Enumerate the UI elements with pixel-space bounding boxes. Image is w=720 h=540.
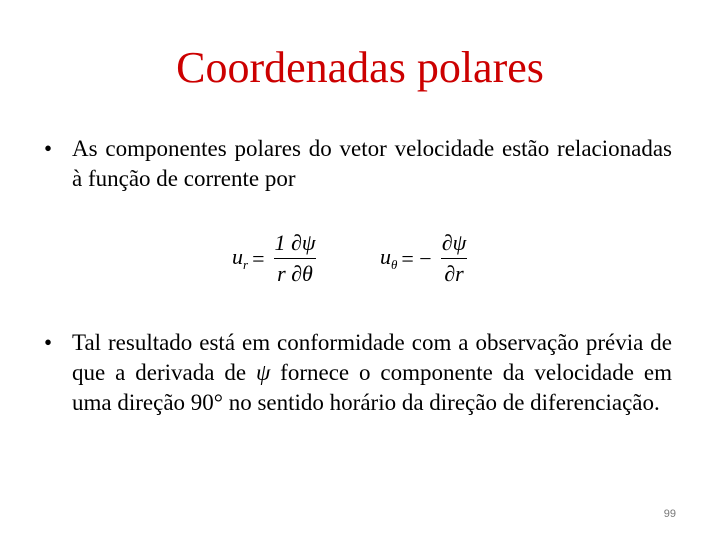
bullet-text: As componentes polares do vetor velocidade estão relacionadas à função de corrente por bbox=[72, 136, 672, 191]
equation-u-r bbox=[232, 230, 322, 287]
bullet-text bbox=[72, 328, 672, 418]
bullet-dot: • bbox=[44, 330, 53, 355]
eq-lhs-subscript: r bbox=[243, 257, 249, 272]
eq-fraction bbox=[271, 230, 318, 287]
eq-denominator: ∂r bbox=[441, 258, 466, 287]
psi-symbol: ψ bbox=[255, 360, 271, 385]
bullet-item-2 bbox=[44, 328, 672, 418]
eq-equals: = bbox=[252, 245, 265, 271]
eq-lhs: $u_\theta$ bbox=[380, 244, 398, 272]
eq-numerator: ∂ψ bbox=[441, 230, 467, 255]
page-number: 99 bbox=[663, 508, 676, 520]
slide-title: Coordenadas polares bbox=[176, 43, 544, 92]
eq-lhs: $u_r$ bbox=[232, 244, 249, 272]
bullet-dot: • bbox=[44, 136, 53, 161]
bullet-text-before: Tal resultado está em conformidade com a observação prévia de que a derivada de bbox=[72, 330, 672, 385]
bullet-text-after: fornece o componente da velocidade em uma direção 90° no sentido horário da direção de diferenciação. bbox=[72, 360, 672, 415]
bullet-item-1 bbox=[44, 134, 672, 194]
eq-numerator: 1 ∂ψ bbox=[274, 230, 316, 255]
eq-lhs-subscript: θ bbox=[391, 257, 398, 272]
equation-u-theta bbox=[380, 230, 472, 287]
eq-equals: = − bbox=[401, 245, 432, 271]
eq-denominator: r ∂θ bbox=[274, 258, 316, 287]
eq-fraction bbox=[439, 230, 470, 287]
